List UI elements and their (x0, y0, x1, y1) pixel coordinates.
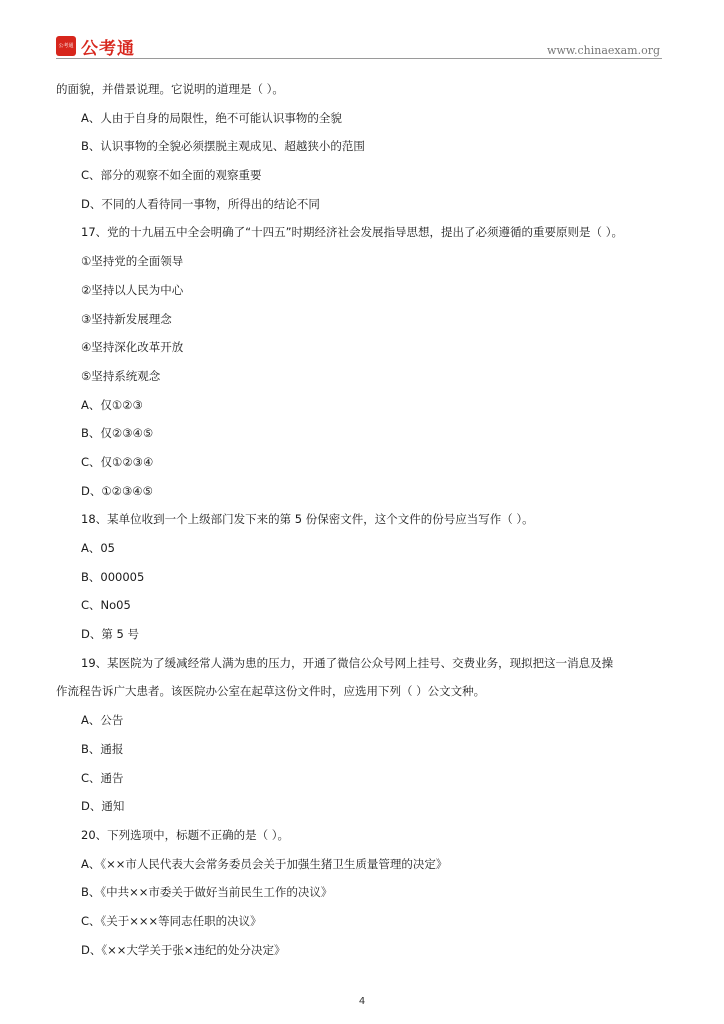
document-body (56, 75, 670, 964)
option-line: A、《××市人民代表大会常务委员会关于加强生猪卫生质量管理的决定》 (81, 856, 448, 871)
option-line: B、认识事物的全貌必须摆脱主观成见、超越狭小的范围 (81, 139, 365, 154)
question-19-continued: 作流程告诉广大患者。该医院办公室在起草这份文件时，应选用下列（ ）公文文种。 (56, 684, 486, 699)
statement-line: ⑤坚持系统观念 (81, 368, 161, 383)
option-line: B、仅②③④⑤ (81, 426, 154, 441)
option-line: C、通告 (81, 770, 124, 785)
option-line: B、《中共××市委关于做好当前民生工作的决议》 (81, 885, 333, 900)
question-17: 17、党的十九届五中全会明确了“十四五”时期经济社会发展指导思想，提出了必须遵循的重要原则是（ ）。 (81, 225, 623, 240)
option-line: B、通报 (81, 741, 124, 756)
option-line: D、《××大学关于张×违纪的处分决定》 (81, 942, 286, 957)
question-18: 18、某单位收到一个上级部门发下来的第 5 份保密文件，这个文件的份号应当写作（ ）。 (81, 512, 534, 527)
site-logo[interactable] (56, 36, 135, 59)
option-line: A、05 (81, 541, 116, 555)
statement-line: ①坚持党的全面领导 (81, 254, 184, 269)
statement-line: ②坚持以人民为中心 (81, 282, 184, 297)
site-url: www.chinaexam.org (547, 44, 660, 57)
logo-text: 公考通 (81, 38, 135, 59)
text-line: 的面貌，并借景说理。它说明的道理是（ ）。 (56, 82, 284, 96)
option-line: A、公告 (81, 713, 124, 728)
page-number: 4 (358, 996, 366, 1007)
question-19: 19、某医院为了缓减经常人满为患的压力，开通了微信公众号网上挂号、交费业务，现拟把这一消息及操 (81, 655, 614, 670)
option-line: A、人由于自身的局限性，绝不可能认识事物的全貌 (81, 110, 342, 125)
option-line: D、不同的人看待同一事物，所得出的结论不同 (81, 196, 320, 211)
option-line: B、000005 (81, 569, 145, 584)
option-line: C、仅①②③④ (81, 454, 154, 469)
page-header (56, 32, 662, 58)
option-line: C、部分的观察不如全面的观察重要 (81, 168, 262, 183)
header-divider (56, 58, 662, 59)
option-line: D、①②③④⑤ (81, 483, 153, 498)
logo-badge: 公考通 (56, 36, 76, 56)
option-line: C、《关于×××等同志任职的决议》 (81, 913, 262, 928)
option-line: A、仅①②③ (81, 397, 143, 412)
question-20: 20、下列选项中，标题不正确的是（ ）。 (81, 827, 290, 842)
option-line: C、No05 (81, 598, 131, 613)
statement-line: ③坚持新发展理念 (81, 311, 172, 326)
option-line: D、第 5 号 (81, 627, 139, 642)
statement-line: ④坚持深化改革开放 (81, 340, 184, 355)
option-line: D、通知 (81, 799, 125, 814)
